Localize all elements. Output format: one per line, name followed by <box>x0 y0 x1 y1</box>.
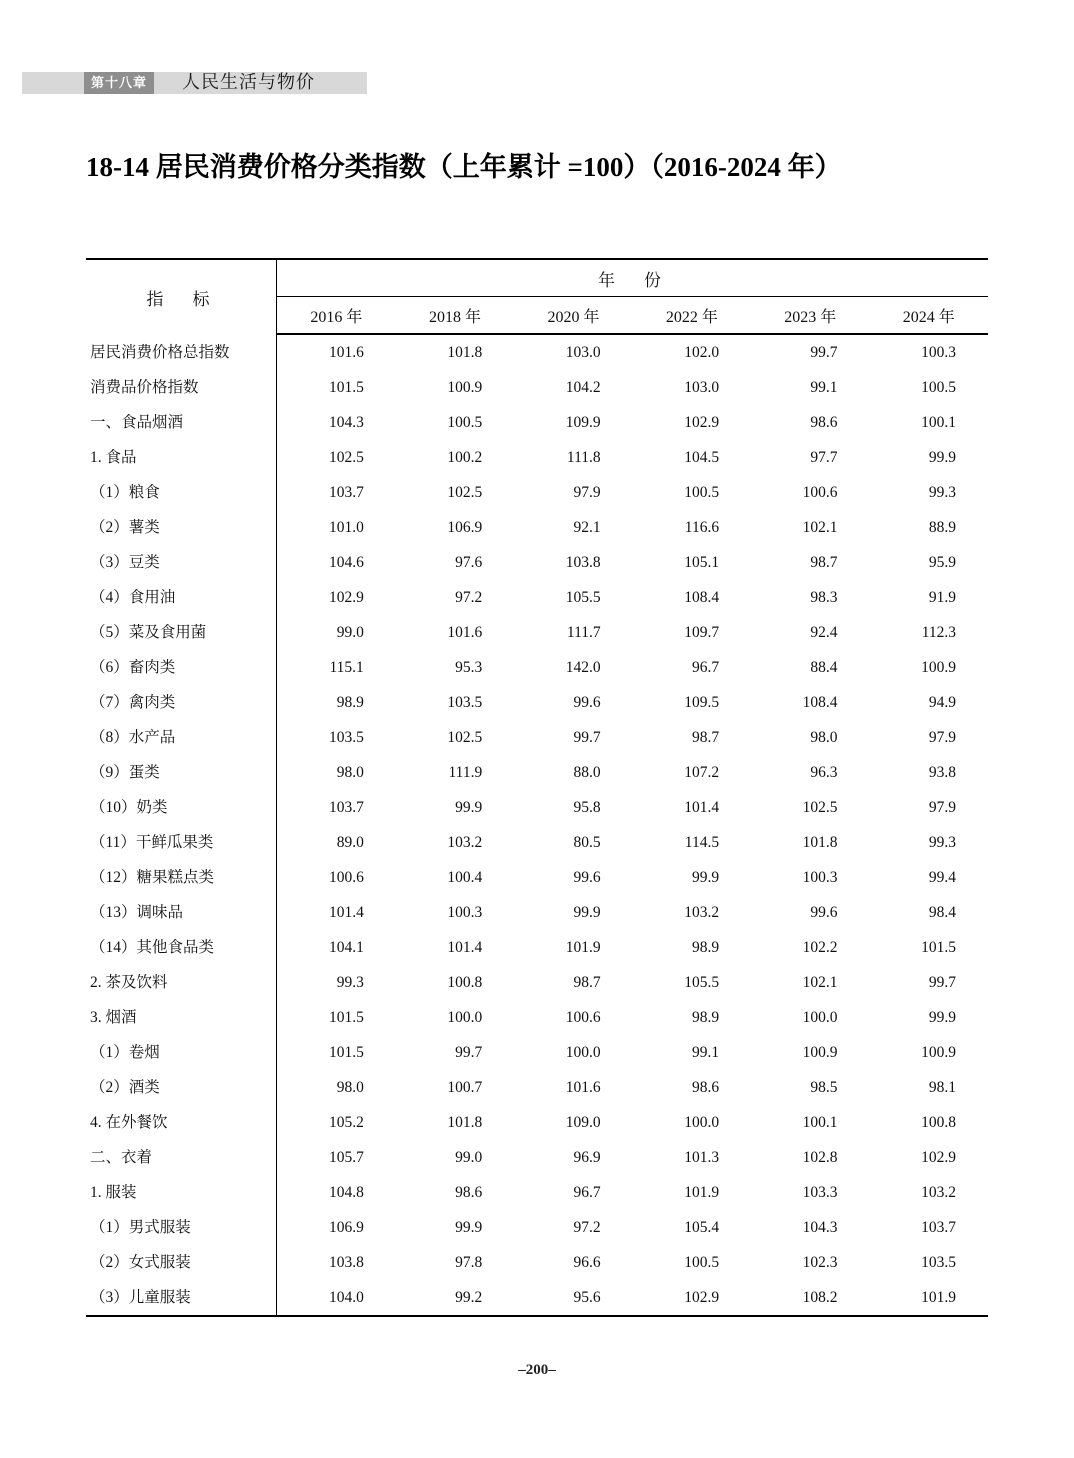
row-value: 104.1 <box>328 939 364 956</box>
row-value: 89.0 <box>336 834 364 851</box>
row-value: 99.0 <box>455 1149 483 1166</box>
row-value: 109.7 <box>684 624 720 641</box>
table-row <box>86 1280 988 1316</box>
row-value: 100.6 <box>565 1009 601 1026</box>
row-value: 97.6 <box>455 554 483 571</box>
row-value: 99.9 <box>573 904 601 921</box>
row-label: （3）豆类 <box>86 545 277 580</box>
row-value: 101.8 <box>447 344 483 361</box>
row-value: 103.7 <box>328 799 364 816</box>
row-value: 101.5 <box>328 379 364 396</box>
row-value: 103.5 <box>328 729 364 746</box>
row-label: 4. 在外餐饮 <box>86 1105 277 1140</box>
row-value: 101.8 <box>802 834 838 851</box>
table-body <box>86 334 988 1316</box>
row-label: （1）粮食 <box>86 475 277 510</box>
row-value: 106.9 <box>447 519 483 536</box>
row-label: 1. 服装 <box>86 1175 277 1210</box>
table-row <box>86 790 988 825</box>
row-value: 99.9 <box>455 1219 483 1236</box>
table-row <box>86 475 988 510</box>
row-value: 103.0 <box>684 379 720 396</box>
row-value: 105.2 <box>328 1114 364 1131</box>
row-value: 92.1 <box>573 519 601 536</box>
statistics-table <box>86 258 988 1317</box>
row-value: 104.3 <box>802 1219 838 1236</box>
chapter-badge: 第十八章 <box>84 72 154 94</box>
row-label: （4）食用油 <box>86 580 277 615</box>
row-label: 居民消费价格总指数 <box>86 334 277 370</box>
row-value: 100.6 <box>802 484 838 501</box>
row-value: 101.4 <box>328 904 364 921</box>
table-row <box>86 580 988 615</box>
row-value: 97.2 <box>455 589 483 606</box>
row-value: 102.1 <box>802 519 838 536</box>
row-value: 111.7 <box>566 624 601 641</box>
row-value: 99.1 <box>691 1044 720 1061</box>
row-value: 100.3 <box>921 344 956 361</box>
row-value: 96.9 <box>573 1149 601 1166</box>
table-row <box>86 860 988 895</box>
row-value: 99.7 <box>455 1044 483 1061</box>
row-value: 99.3 <box>928 834 956 851</box>
row-value: 105.5 <box>565 589 601 606</box>
row-value: 100.8 <box>921 1114 956 1131</box>
row-value: 80.5 <box>573 834 601 851</box>
row-value: 95.6 <box>514 1280 632 1316</box>
row-value: 104.0 <box>277 1280 396 1316</box>
table-row <box>86 440 988 475</box>
row-value: 116.6 <box>684 519 720 536</box>
row-value: 101.4 <box>447 939 483 956</box>
row-value: 100.7 <box>447 1079 483 1096</box>
table-row <box>86 895 988 930</box>
header-year-2023: 2023 年 <box>751 297 869 335</box>
row-label: （12）糖果糕点类 <box>86 860 277 895</box>
row-label: 2. 茶及饮料 <box>86 965 277 1000</box>
row-value: 102.9 <box>328 589 364 606</box>
table-row <box>86 1245 988 1280</box>
row-label: （13）调味品 <box>86 895 277 930</box>
table-row <box>86 650 988 685</box>
table-row <box>86 370 988 405</box>
row-value: 100.0 <box>802 1009 838 1026</box>
row-value: 104.3 <box>328 414 364 431</box>
row-value: 101.6 <box>447 624 483 641</box>
row-label: （2）薯类 <box>86 510 277 545</box>
row-value: 98.9 <box>691 939 720 956</box>
table-row <box>86 1210 988 1245</box>
row-value: 102.9 <box>684 414 720 431</box>
row-value: 100.9 <box>447 379 483 396</box>
row-value: 100.9 <box>921 1044 956 1061</box>
table-row <box>86 1000 988 1035</box>
row-label: （2）女式服装 <box>86 1245 277 1280</box>
row-value: 102.1 <box>802 974 838 991</box>
row-value: 99.9 <box>928 449 956 466</box>
table-row <box>86 1105 988 1140</box>
row-value: 97.7 <box>810 449 838 466</box>
row-value: 108.4 <box>684 589 720 606</box>
row-value: 99.0 <box>336 624 364 641</box>
row-value: 111.9 <box>448 764 483 781</box>
row-value: 88.4 <box>810 659 838 676</box>
row-value: 102.2 <box>802 939 838 956</box>
row-value: 97.9 <box>573 484 601 501</box>
row-value: 97.9 <box>928 799 956 816</box>
row-value: 88.9 <box>928 519 956 536</box>
page-title: 18-14 居民消费价格分类指数（上年累计 =100）（2016-2024 年） <box>86 152 842 182</box>
row-value: 98.6 <box>691 1079 720 1096</box>
row-value: 103.2 <box>921 1184 956 1201</box>
row-value: 104.8 <box>328 1184 364 1201</box>
row-label: 二、衣着 <box>86 1140 277 1175</box>
table-row <box>86 545 988 580</box>
row-value: 98.0 <box>810 729 838 746</box>
row-value: 98.9 <box>691 1009 720 1026</box>
row-value: 98.1 <box>928 1079 956 1096</box>
table-head <box>86 259 988 334</box>
row-value: 96.3 <box>810 764 838 781</box>
row-value: 108.2 <box>751 1280 869 1316</box>
header-year-2020: 2020 年 <box>514 297 632 335</box>
row-value: 103.2 <box>684 904 720 921</box>
row-value: 98.7 <box>810 554 838 571</box>
table-row <box>86 1035 988 1070</box>
table-row <box>86 1140 988 1175</box>
row-value: 100.5 <box>921 379 956 396</box>
row-label: 一、食品烟酒 <box>86 405 277 440</box>
row-value: 100.3 <box>447 904 483 921</box>
table-row <box>86 405 988 440</box>
table-row <box>86 510 988 545</box>
row-value: 99.6 <box>573 694 601 711</box>
row-value: 100.0 <box>565 1044 601 1061</box>
row-value: 103.5 <box>921 1254 956 1271</box>
row-label: （1）卷烟 <box>86 1035 277 1070</box>
table-row <box>86 965 988 1000</box>
row-value: 100.5 <box>684 1254 720 1271</box>
row-value: 100.0 <box>447 1009 483 1026</box>
row-value: 108.4 <box>802 694 838 711</box>
row-value: 99.1 <box>810 379 838 396</box>
row-value: 97.2 <box>573 1219 601 1236</box>
row-value: 96.6 <box>573 1254 601 1271</box>
row-value: 98.6 <box>455 1184 483 1201</box>
row-value: 98.6 <box>810 414 838 431</box>
header-year-2016: 2016 年 <box>277 297 396 335</box>
row-value: 91.9 <box>928 589 956 606</box>
table-row <box>86 1070 988 1105</box>
table-header-row-group <box>86 259 988 297</box>
row-label: （7）禽肉类 <box>86 685 277 720</box>
row-value: 99.3 <box>336 974 364 991</box>
row-value: 103.2 <box>447 834 483 851</box>
row-value: 103.0 <box>565 344 601 361</box>
row-value: 102.8 <box>802 1149 838 1166</box>
row-value: 109.9 <box>565 414 601 431</box>
row-value: 100.5 <box>684 484 720 501</box>
row-value: 101.9 <box>565 939 601 956</box>
header-year-2022: 2022 年 <box>633 297 751 335</box>
row-value: 109.0 <box>565 1114 601 1131</box>
row-value: 100.2 <box>447 449 483 466</box>
row-value: 100.6 <box>328 869 364 886</box>
row-label: （14）其他食品类 <box>86 930 277 965</box>
row-value: 103.7 <box>921 1219 956 1236</box>
row-value: 100.4 <box>447 869 483 886</box>
row-value: 96.7 <box>691 659 720 676</box>
header-years-group: 年 份 <box>277 259 989 297</box>
row-value: 100.3 <box>802 869 838 886</box>
row-value: 98.0 <box>336 1079 364 1096</box>
row-value: 105.1 <box>684 554 720 571</box>
row-value: 99.2 <box>396 1280 514 1316</box>
row-value: 103.8 <box>565 554 601 571</box>
row-value: 97.9 <box>928 729 956 746</box>
row-value: 98.9 <box>336 694 364 711</box>
row-value: 99.6 <box>573 869 601 886</box>
row-value: 101.0 <box>328 519 364 536</box>
row-value: 98.0 <box>336 764 364 781</box>
row-value: 88.0 <box>573 764 601 781</box>
row-value: 98.3 <box>810 589 838 606</box>
row-label: 3. 烟酒 <box>86 1000 277 1035</box>
row-value: 99.9 <box>691 869 720 886</box>
table-row <box>86 334 988 370</box>
header-indicator: 指 标 <box>86 259 277 334</box>
row-value: 101.4 <box>684 799 720 816</box>
table-row <box>86 755 988 790</box>
table-row <box>86 1175 988 1210</box>
row-value: 102.9 <box>921 1149 956 1166</box>
row-value: 97.8 <box>455 1254 483 1271</box>
row-value: 102.0 <box>684 344 720 361</box>
table-row <box>86 825 988 860</box>
row-label: （6）畜肉类 <box>86 650 277 685</box>
row-value: 104.6 <box>328 554 364 571</box>
row-value: 99.3 <box>928 484 956 501</box>
row-value: 100.9 <box>921 659 956 676</box>
row-value: 105.4 <box>684 1219 720 1236</box>
row-value: 109.5 <box>684 694 720 711</box>
row-label: 消费品价格指数 <box>86 370 277 405</box>
running-head <box>22 64 1052 98</box>
table <box>86 258 988 1317</box>
row-value: 99.7 <box>810 344 838 361</box>
row-label: （2）酒类 <box>86 1070 277 1105</box>
row-label: （8）水产品 <box>86 720 277 755</box>
row-value: 107.2 <box>684 764 720 781</box>
row-value: 98.5 <box>810 1079 838 1096</box>
table-row <box>86 930 988 965</box>
row-value: 96.7 <box>573 1184 601 1201</box>
table-row <box>86 615 988 650</box>
row-value: 111.8 <box>566 449 601 466</box>
table-row <box>86 685 988 720</box>
row-value: 101.9 <box>684 1184 720 1201</box>
row-label: 1. 食品 <box>86 440 277 475</box>
row-value: 105.7 <box>328 1149 364 1166</box>
row-label: （11）干鲜瓜果类 <box>86 825 277 860</box>
row-value: 103.5 <box>447 694 483 711</box>
row-value: 102.9 <box>633 1280 751 1316</box>
row-value: 112.3 <box>921 624 956 641</box>
row-value: 102.5 <box>802 799 838 816</box>
row-value: 95.9 <box>928 554 956 571</box>
row-value: 103.8 <box>328 1254 364 1271</box>
row-label: （1）男式服装 <box>86 1210 277 1245</box>
header-year-2018: 2018 年 <box>396 297 514 335</box>
row-value: 93.8 <box>928 764 956 781</box>
row-value: 101.5 <box>328 1009 364 1026</box>
row-value: 99.7 <box>573 729 601 746</box>
row-value: 99.7 <box>928 974 956 991</box>
row-value: 101.5 <box>921 939 956 956</box>
row-value: 99.9 <box>455 799 483 816</box>
page-number: –200– <box>518 1362 556 1378</box>
row-value: 101.3 <box>684 1149 720 1166</box>
row-value: 102.3 <box>802 1254 838 1271</box>
row-value: 98.4 <box>928 904 956 921</box>
row-value: 106.9 <box>328 1219 364 1236</box>
row-value: 101.8 <box>447 1114 483 1131</box>
row-value: 99.9 <box>928 1009 956 1026</box>
running-head-title: 人民生活与物价 <box>182 72 315 92</box>
row-value: 99.4 <box>928 869 956 886</box>
row-value: 102.5 <box>447 484 483 501</box>
row-value: 102.5 <box>328 449 364 466</box>
row-value: 100.8 <box>447 974 483 991</box>
row-value: 92.4 <box>810 624 838 641</box>
row-value: 99.6 <box>810 904 838 921</box>
row-value: 102.5 <box>447 729 483 746</box>
row-value: 101.5 <box>328 1044 364 1061</box>
row-value: 103.3 <box>802 1184 838 1201</box>
row-value: 100.1 <box>921 414 956 431</box>
row-value: 103.7 <box>328 484 364 501</box>
row-label: （9）蛋类 <box>86 755 277 790</box>
row-value: 142.0 <box>565 659 601 676</box>
table-row <box>86 720 988 755</box>
row-value: 98.7 <box>691 729 720 746</box>
row-value: 95.8 <box>573 799 601 816</box>
header-year-2024: 2024 年 <box>870 297 989 335</box>
row-value: 100.9 <box>802 1044 838 1061</box>
row-value: 101.6 <box>328 344 364 361</box>
row-value: 100.0 <box>684 1114 720 1131</box>
row-value: 104.5 <box>684 449 720 466</box>
row-value: 104.2 <box>565 379 601 396</box>
row-label: （5）菜及食用菌 <box>86 615 277 650</box>
row-value: 98.7 <box>573 974 601 991</box>
row-value: 95.3 <box>455 659 483 676</box>
row-value: 114.5 <box>684 834 720 851</box>
row-value: 100.1 <box>802 1114 838 1131</box>
row-value: 100.5 <box>447 414 483 431</box>
row-value: 101.9 <box>870 1280 989 1316</box>
row-value: 94.9 <box>928 694 956 711</box>
row-value: 105.5 <box>684 974 720 991</box>
row-value: 115.1 <box>329 659 364 676</box>
row-label: （10）奶类 <box>86 790 277 825</box>
row-value: 101.6 <box>565 1079 601 1096</box>
row-label: （3）儿童服装 <box>86 1280 277 1316</box>
